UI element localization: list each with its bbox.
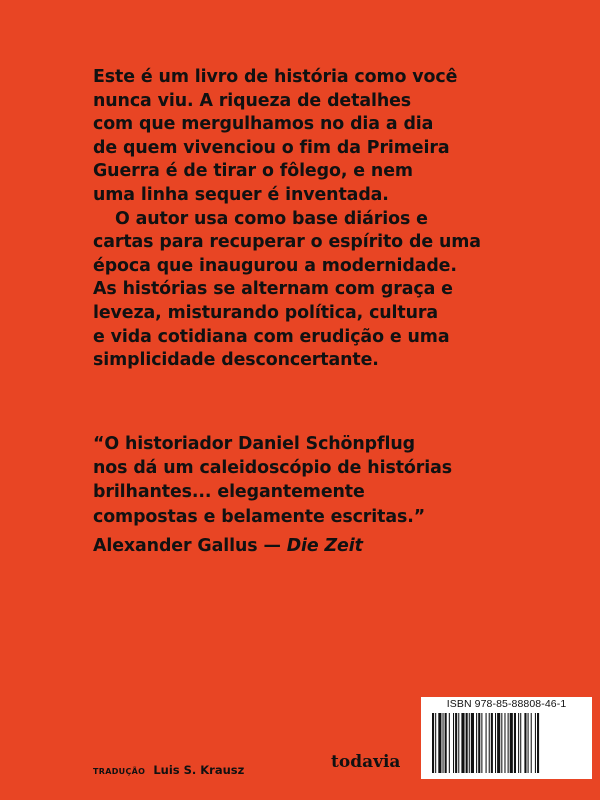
barcode-bar <box>471 713 474 773</box>
barcode-bar <box>445 713 447 773</box>
barcode-bar <box>486 713 487 773</box>
description-line: Este é um livro de história como você <box>93 67 458 87</box>
barcode-bar <box>508 713 509 773</box>
barcode-bar <box>535 713 536 773</box>
barcode-bar <box>501 713 502 773</box>
barcode-bar <box>489 713 490 773</box>
barcode-bar <box>478 713 480 773</box>
barcode-bar <box>443 713 444 773</box>
description-line: de quem vivenciou o fim da Primeira <box>93 137 450 158</box>
description-line: época que inaugurou a modernidade. <box>93 255 457 276</box>
quote-author: Alexander Gallus — <box>93 535 287 556</box>
description-line: leveza, misturando política, cultura <box>93 302 439 323</box>
barcode-bar <box>495 713 496 773</box>
barcode-bar <box>524 713 526 773</box>
barcode-bar <box>531 713 532 773</box>
description-line: com que mergulhamos no dia a dia <box>93 114 434 135</box>
description-line: As histórias se alternam com graça e <box>93 279 453 300</box>
quote-line: “O historiador Daniel Schönpflug <box>93 434 415 454</box>
description-line: nunca viu. A riqueza de detalhes <box>93 90 412 111</box>
barcode-bar <box>537 713 539 773</box>
barcode-bar <box>497 713 500 773</box>
quote-attribution <box>93 534 493 558</box>
barcode-bar <box>491 713 493 773</box>
description-line: cartas para recuperar o espírito de uma <box>93 232 481 253</box>
barcode-bar <box>528 713 529 773</box>
review-quote <box>93 432 493 558</box>
description-line: Guerra é de tirar o fôlego, e nem <box>93 161 413 182</box>
barcode-bar <box>481 713 482 773</box>
barcode-bar <box>461 713 464 773</box>
barcode-bar <box>455 713 457 773</box>
barcode-bar <box>449 713 450 773</box>
barcode-bar <box>453 713 454 773</box>
translation-label: TRADUÇÃO <box>93 767 146 776</box>
translator-credit <box>93 759 244 778</box>
barcode-bar <box>514 713 516 773</box>
barcode-bar <box>432 713 434 773</box>
barcode-bar <box>510 713 513 773</box>
isbn-number: ISBN 978-85-88808-46-1 <box>446 698 567 710</box>
barcode-bar <box>520 713 521 773</box>
description-line: uma linha sequer é inventada. <box>93 184 389 205</box>
description-line: O autor usa como base diários e <box>115 208 428 229</box>
barcode-bar <box>435 713 436 773</box>
barcode-bar <box>438 713 441 773</box>
barcode-bar <box>518 713 519 773</box>
translator-name: Luis S. Krausz <box>153 763 245 777</box>
barcode-bar <box>504 713 505 773</box>
description-line: e vida cotidiana com erudição e uma <box>93 326 450 347</box>
quote-line: brilhantes... elegantemente <box>93 482 365 503</box>
quote-source: Die Zeit <box>286 535 363 556</box>
barcode-bar <box>458 713 459 773</box>
barcode-bar <box>469 713 470 773</box>
barcode-bar <box>466 713 468 773</box>
barcode-graphic <box>430 713 583 775</box>
barcode-bar <box>476 713 477 773</box>
description-line: simplicidade desconcertante. <box>93 350 379 371</box>
quote-line: nos dá um caleidoscópio de histórias <box>93 458 452 479</box>
quote-line: compostas e belamente escritas.” <box>93 506 426 527</box>
book-description <box>93 66 488 373</box>
publisher-logo: todavia <box>331 752 401 772</box>
isbn-barcode <box>421 697 592 779</box>
